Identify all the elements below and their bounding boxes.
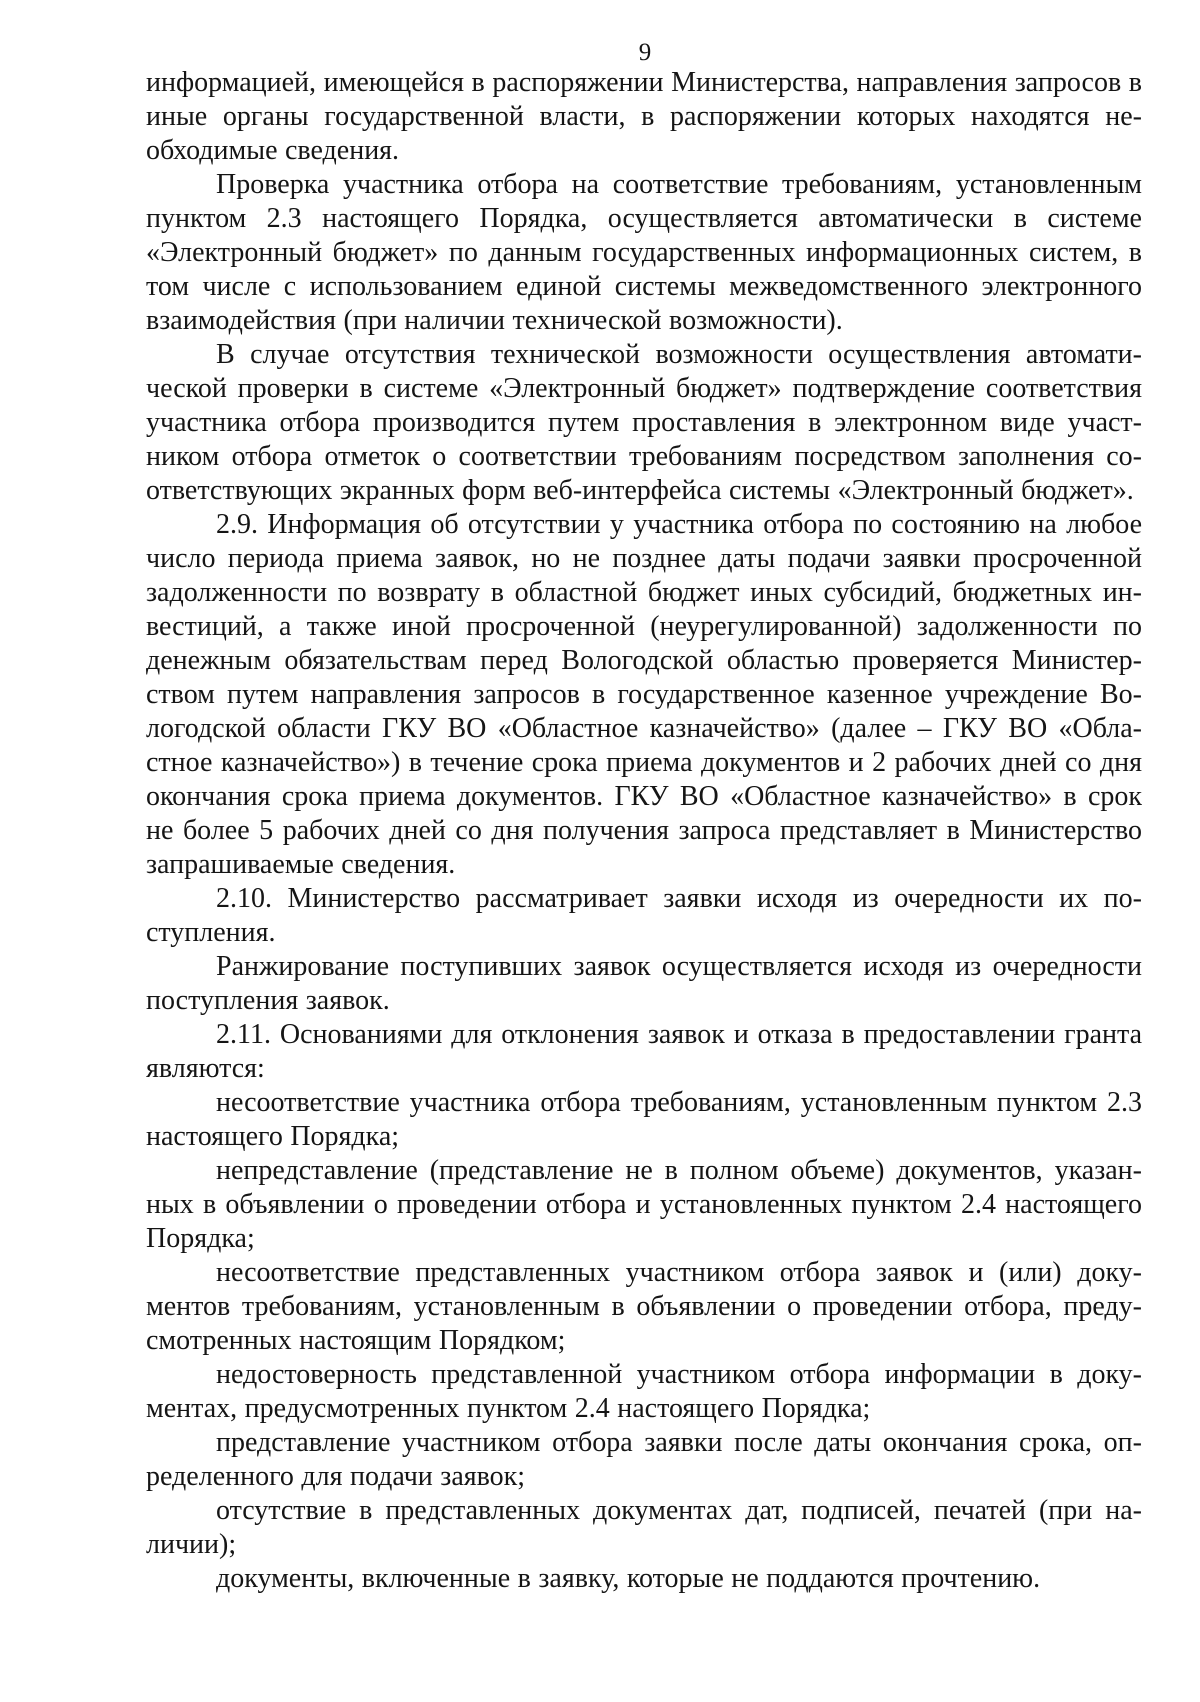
rejection-reason-item: несоответствие участника отбора требованиям, установленным пунктом 2.3 настоящего Порядка;: [146, 1087, 1142, 1152]
paragraph-eligibility-check: Проверка участника отбора на соответствие требованиям, установленным пунктом 2.3 настоящего Порядка, осуществляется автоматически в системе «Электронный бюджет» по данным государственных информационных систем, в том числе с использованием единой системы межведомственного электронного взаимодействия (при наличии технической возможности).: [146, 169, 1142, 336]
rejection-reason-item: отсутствие в представленных документах дат, подписей, печатей (при наличии);: [146, 1495, 1142, 1560]
paragraph-2-10: 2.10. Министерство рассматривает заявки исходя из очередности их поступления.: [146, 883, 1142, 948]
paragraph-ranking: Ранжирование поступивших заявок осуществляется исходя из очередности поступления заявок.: [146, 951, 1142, 1016]
paragraph-2-9: 2.9. Информация об отсутствии у участника отбора по состоянию на любое число периода приема заявок, но не позднее даты подачи заявки просроченной задолженности по возврату в областной бюджет иных субсидий, бюджетных инвестиций, а также иной просроченной (неурегулированной) задолженности по денежным обязательствам перед Вологодской областью проверяется Министерством путем направления запросов в государственное казенное учреждение Вологодской области ГКУ ВО «Областное казначейство» (далее – ГКУ ВО «Областное казначейство») в течение срока приема документов и 2 рабочих дней со дня окончания срока приема документов. ГКУ ВО «Областное казначейство» в срок не более 5 рабочих дней со дня получения запроса представляет в Министерство запрашиваемые сведения.: [146, 509, 1142, 880]
rejection-reason-item: представление участником отбора заявки после даты окончания срока, определенного для подачи заявок;: [146, 1427, 1142, 1492]
rejection-reason-item: непредставление (представление не в полном объеме) документов, указанных в объявлении о проведении отбора и установленных пунктом 2.4 настоящего Порядка;: [146, 1155, 1142, 1254]
paragraph-continuation: информацией, имеющейся в распоряжении Министерства, направления запросов в иные органы государственной власти, в распоряжении которых находятся необходимые сведения.: [146, 67, 1142, 166]
rejection-reason-item: несоответствие представленных участником отбора заявок и (или) документов требованиям, установленным в объявлении о проведении отбора, предусмотренных настоящим Порядком;: [146, 1257, 1142, 1356]
page-number: 9: [638, 39, 652, 66]
rejection-reason-item: недостоверность представленной участником отбора информации в документах, предусмотренных пунктом 2.4 настоящего Порядка;: [146, 1359, 1142, 1424]
document-body: [146, 66, 1142, 1596]
paragraph-2-11: 2.11. Основаниями для отклонения заявок и отказа в предоставлении гранта являются:: [146, 1019, 1142, 1084]
paragraph-manual-confirmation: В случае отсутствия технической возможности осуществления автоматической проверки в системе «Электронный бюджет» подтверждение соответствия участника отбора производится путем проставления в электронном виде участником отбора отметок о соответствии требованиям посредством заполнения соответствующих экранных форм веб-интерфейса системы «Электронный бюджет».: [146, 339, 1142, 506]
rejection-reason-item: документы, включенные в заявку, которые не поддаются прочтению.: [216, 1563, 1041, 1594]
